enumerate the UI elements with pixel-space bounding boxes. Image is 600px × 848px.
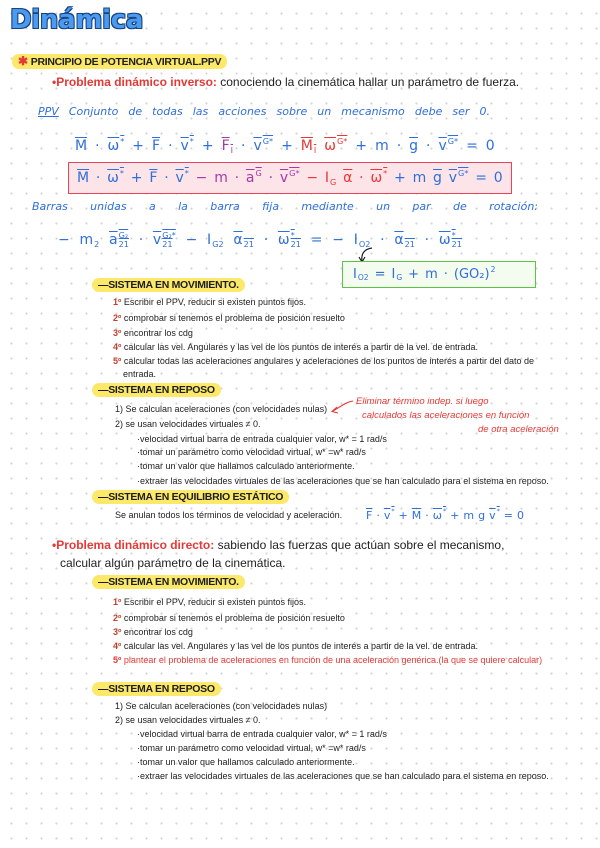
eq-term [207,232,224,248]
eq-operator: · [95,138,100,154]
direct-moving-heading: —SISTEMA EN MOVIMIENTO. [92,575,245,589]
eq-subscript: 21 [243,238,254,249]
eq-subscript: O2 [358,238,371,249]
asterisk-icon: ✱ [18,54,28,68]
bullet-item: ·extraer las velocidades virtuales de las aceleraciones que se han calculado para el sistema en reposo. [137,476,549,486]
eq-term [494,170,503,186]
inverse-problem-label: •Problema dinámico inverso: [52,75,217,89]
bullet-item: ·extraer las velocidades virtuales de las aceleraciones que se han calculado para el sistema en reposo. [137,771,549,781]
eq-symbol: 0 [517,508,524,522]
eq-operator: · [241,138,246,154]
eq-symbol: m [214,170,228,186]
eq-operator: · [234,170,240,186]
step-item [113,326,193,340]
inverse-problem-text: conociendo la cinemática hallar un parámetro de fuerza. [216,75,520,89]
bullet-item: ·tomar un valor que hallamos calculado anteriormente. [137,461,355,471]
step-text: calcular las vel. Angulares y las vel de los puntos de interés a partir de la vel. de entrada. [123,342,479,352]
eq-term [280,170,300,186]
eq-operator: − [195,170,208,186]
step-item [113,295,306,309]
eq-term [366,509,372,522]
eq-term [412,509,422,522]
eq-operator: + [281,138,293,154]
eq-symbol: 0 [493,170,503,186]
eq-symbol: $\overline{F}$ [149,170,158,186]
red-note-line: de otra aceleración [478,424,559,435]
step-number: 2º [113,613,122,623]
eq-symbol: g [478,508,486,522]
eq-operator: = [310,232,323,248]
step-item [113,653,542,667]
step-number: 1º [113,297,122,307]
eq-symbol: v [152,232,162,248]
step-text: comprobar si tenemos el problema de posición resuelto [123,313,345,323]
eq-term [77,170,89,186]
eq-term [324,138,347,154]
eq-superscript: * [442,507,447,516]
eq-operator: + [132,138,145,154]
eq-term [489,509,500,522]
direct-problem-line [52,537,504,553]
direct-rest-heading: —SISTEMA EN REPOSO [92,682,221,696]
eq-term [107,170,124,186]
eq-symbol: ω [432,508,442,522]
eq-superscript: * [391,507,395,516]
step-item [113,340,478,354]
inverse-rest-heading: —SISTEMA EN REPOSO [92,383,221,397]
direct-problem-label: •Problema dinámico directo: [52,538,215,552]
eq-superscript: * [290,230,295,241]
eq-subscript: G [330,176,337,187]
eq-operator: · [138,232,144,248]
eq-symbol: m [79,232,94,248]
eq-index-stack [452,231,462,248]
eq-superscript: G₂* [162,230,176,241]
eq-term [425,267,438,282]
eq-term [463,509,474,522]
eq-operator: · [268,170,274,186]
eq-symbol: I [391,267,396,282]
eq-term [413,170,427,186]
eq-symbol: $\overline{g}$ [409,138,419,154]
eq-term [438,138,458,154]
step-text: calcular todas las aceleraciones angulares y aceleraciones de los puntos de interés a partir del dato de [123,356,535,366]
eq-symbol: a [245,170,255,186]
eq-term [478,509,485,522]
eq-term [75,138,87,154]
inverse-problem-line [52,74,519,90]
eq-superscript: * [119,168,124,179]
step-item [113,611,345,625]
eq-superscript: * [189,136,194,147]
red-arrow-curve [333,401,353,411]
eq-term [517,509,524,522]
eq-symbol: (GO₂) [453,267,490,282]
ppv-definition [38,104,490,120]
eq-operator: − [185,232,198,248]
eq-symbol: $\overline{F}$ [366,508,373,522]
eq-operator: · [164,170,169,186]
eq-operator: = [466,138,478,154]
list-item: 2) se usan velocidades virtuales ≠ 0. [115,715,261,725]
eq-operator: − [332,232,344,248]
eq-symbol: I [207,232,212,248]
eq-operator: = [475,170,487,186]
step-number: 1º [113,597,122,607]
eq-symbol: 0 [485,138,495,154]
eq-superscript: G₂ [118,230,129,241]
eq-operator: · [426,138,431,154]
eq-symbol: M [300,138,313,154]
eq-symbol: a [109,232,118,248]
eq-operator: · [376,508,380,522]
eq-term [375,138,389,154]
step-number: 2º [113,313,122,323]
eq-operator: = [374,267,386,282]
step-number: 4º [113,342,122,352]
static-text: Se anulan todos los términos de velocidad y aceleración. [115,510,343,520]
eq-subscript: 21 [118,239,129,249]
bullet-item: ·tomar un parámetro como velocidad virtual, w* =w* rad/s [137,743,366,753]
eq-term [353,267,369,282]
eq-index-stack [119,231,129,248]
eq-subscript: G [396,273,403,283]
eq-operator: · [443,267,448,282]
eq-term [391,267,402,282]
principle-heading [12,54,227,69]
eq-term [370,170,387,186]
eq-symbol: F [221,138,230,154]
step-item [113,354,534,368]
eq-subscript: 2 [94,238,100,249]
step-number: 5º [113,655,122,665]
eq-symbol: v [253,138,262,154]
eq-symbol: $\overline{F}$ [152,138,161,154]
eq-operator: · [359,170,364,186]
eq-term [152,138,160,154]
eq-term [454,267,495,282]
eq-symbol: v [180,138,189,154]
eq-operator: − [58,232,70,248]
eq-term [301,138,317,154]
eq-symbol: α [233,232,243,248]
eq-operator: + [201,138,214,154]
equation-static [366,506,524,524]
eq-term [278,231,301,248]
eq-superscript: * [451,230,456,241]
eq-symbol: v [438,138,447,154]
eq-symbol: m [412,170,427,186]
eq-symbol: ω [107,170,119,186]
eq-term [486,138,495,154]
eq-term [433,170,442,186]
eq-operator: + [408,267,420,282]
eq-operator: · [263,232,269,248]
step-text: plantear el problema de aceleraciones en función de una aceleración genérica.(la que se quiere calcular) [123,655,543,665]
eq-term [325,170,336,186]
eq-subscript: 21 [162,239,173,249]
eq-superscript: 2 [490,265,496,275]
eq-subscript: 21 [290,239,301,249]
eq-symbol: ω [324,138,337,154]
eq-operator: · [95,170,101,186]
eq-superscript: G* [289,168,300,179]
eq-superscript: G [255,168,262,179]
bullet-item: ·velocidad virtual barra de entrada cualquier valor, w* = 1 rad/s [137,434,387,444]
eq-operator: · [168,138,173,154]
eq-symbol: v [489,508,496,522]
inverse-static-heading: —SISTEMA EN EQUILIBRIO ESTÁTICO [92,490,289,504]
highlighted-equation-box [68,162,512,194]
step-text: comprobar si tenemos el problema de posición resuelto [123,613,345,623]
eq-superscript: G* [262,136,274,147]
eq-term [439,231,462,248]
eq-symbol: α [394,232,404,248]
eq-operator: · [380,232,385,248]
eq-operator: + [398,508,408,522]
equation-ppv-dynamic [77,168,503,188]
eq-symbol: v [383,508,391,522]
eq-symbol: $\overline{g}$ [433,170,442,186]
eq-term [108,138,125,154]
list-item: 1) Se calculan aceleraciones (con velocidades nulas) [115,701,328,711]
eq-symbol: I [353,267,357,282]
eq-operator: · [396,138,402,154]
eq-term [214,170,228,186]
eq-subscript: O2 [357,273,369,283]
direct-problem-text-2: calcular algún parámetro de la cinemática. [60,556,286,570]
equation-fixed-bars [58,230,462,250]
eq-symbol: $\overline{\alpha}$ [343,170,353,186]
step-number: 3º [113,328,122,338]
eq-operator: · [425,508,429,522]
step-item [113,639,478,653]
ppv-label: PPV [38,105,59,118]
eq-operator: + [394,170,406,186]
principle-heading-text: PRINCIPIO DE POTENCIA VIRTUAL.PPV [30,56,222,68]
step-number: 5º [113,356,122,366]
inverse-moving-heading: —SISTEMA EN MOVIMIENTO. [92,278,245,292]
eq-term [433,509,446,522]
eq-subscript: 21 [404,238,415,249]
bullet-item: ·velocidad virtual barra de entrada cualquier valor, w* = 1 rad/s [137,729,387,739]
eq-term [394,232,415,248]
eq-term [149,170,157,186]
steiner-box [342,261,536,288]
eq-term [233,232,254,248]
eq-superscript: G* [447,136,459,147]
eq-symbol: $\overline{M}$ [411,508,422,522]
eq-symbol: I [324,170,330,186]
eq-superscript: * [120,136,125,147]
eq-symbol: ω [107,138,120,154]
eq-term [384,509,395,522]
eq-superscript: * [184,168,189,179]
eq-symbol: ω [277,232,290,248]
step-item [113,625,193,639]
eq-symbol: $\overline{M}$ [77,170,90,186]
eq-symbol: v [175,170,184,186]
eq-subscript: I [313,144,317,155]
fixed-bars-text: Barras unidas a la barra fija mediante un par de rotación: [32,200,538,213]
eq-superscript: G* [458,168,469,179]
eq-superscript: G* [337,136,348,147]
list-item: 1) Se calculan aceleraciones (con velocidades nulas) [115,404,328,414]
eq-subscript: G2 [212,238,224,249]
eq-term [109,231,129,248]
step-text: Escribir el PPV, reducir si existen puntos fijos. [123,597,307,607]
eq-term [409,138,418,154]
step-number: 3º [113,627,122,637]
eq-operator: + [355,138,368,154]
eq-operator: = [503,508,513,522]
page-title: Dinámica [10,5,144,35]
step-number: 4º [113,641,122,651]
equation-steiner [353,265,495,285]
eq-operator: + [130,170,143,186]
step-text: encontrar los cdg [123,627,193,637]
eq-term [449,170,469,186]
ppv-text: Conjunto de todas las acciones sobre un mecanismo debe ser 0. [68,105,490,118]
eq-symbol: I [353,232,358,248]
eq-symbol: ω [370,170,383,186]
eq-term [181,138,194,154]
eq-term [253,138,273,154]
eq-subscript: I [230,144,234,155]
eq-index-stack [162,231,176,248]
direct-problem-text: sabiendo las fuerzas que actúan sobre el mecanismo, [214,538,505,552]
eq-operator: + [450,508,460,522]
eq-operator: − [306,170,319,186]
eq-symbol: m [425,267,438,282]
eq-term [79,232,99,248]
step-text: calcular las vel. Angulares y las vel de los puntos de interés a partir de la vel. de entrada. [123,641,479,651]
step-text-continuation: entrada. [123,369,157,379]
eq-symbol: m [463,508,475,522]
eq-term [343,170,352,186]
eq-superscript: * [496,507,500,516]
eq-term [246,170,262,186]
eq-superscript: * [383,168,388,179]
red-note-line: calculados las aceleraciones en función [362,410,530,421]
eq-symbol: $\overline{M}$ [75,138,88,154]
eq-symbol: m [375,138,389,154]
list-item: 2) se usan velocidades virtuales ≠ 0. [115,419,261,429]
eq-operator: · [424,232,430,248]
eq-symbol: v [279,170,289,186]
bullet-item: ·tomar un parámetro como velocidad virtual, w* =w* rad/s [137,447,366,457]
step-item [113,595,306,609]
bullet-item: ·tomar un valor que hallamos calculado anteriormente. [137,757,355,767]
step-text: encontrar los cdg [123,328,193,338]
red-arrow-icon [328,398,356,418]
step-text: Escribir el PPV, reducir si existen puntos fijos. [123,297,307,307]
red-note-line: Eliminar término indep. si luego [356,396,489,407]
eq-symbol: ω [438,232,451,248]
eq-term [175,170,188,186]
eq-term [222,138,233,154]
equation-ppv-general [75,136,495,156]
eq-symbol: v [448,170,458,186]
eq-term [153,231,176,248]
eq-subscript: 21 [451,239,462,249]
eq-index-stack [291,231,301,248]
step-item [113,311,345,325]
